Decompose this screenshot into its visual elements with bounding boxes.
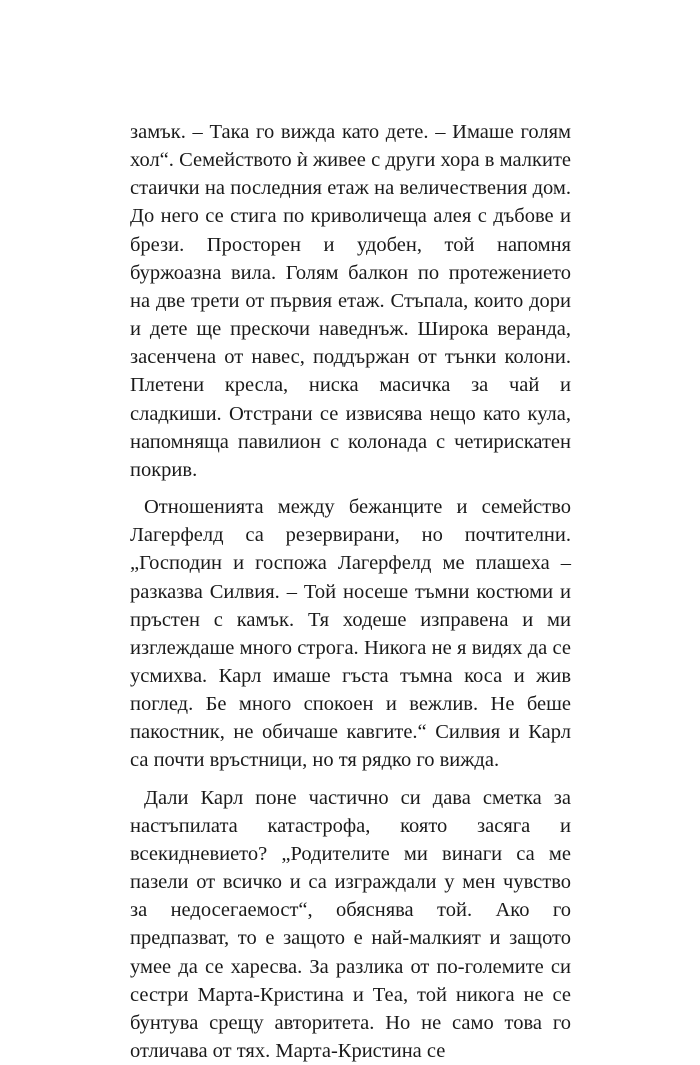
- paragraph-3: Дали Карл поне частично си дава сметка за настъпилата катастрофа, която засяга и всекидневието? „Родителите ми винаги са ме пазели от всичко и са изграждали у мен чувство за недосегаемост“, обяснява той. Ако го предпазват, то е защото е най-малкият и защото умее да се харесва. За разлика от по-големите си сестри Марта-Кристина и Теа, той никога не се бунтува срещу авторитета. Но не само това го отличава от тях. Марта-Кристина се: [130, 786, 571, 1062]
- body-text: [130, 118, 571, 1065]
- paragraph-1: замък. – Така го вижда като дете. – Имаше голям хол“. Семейството ѝ живее с други хора в малките стаички на последния етаж на величествения дом. До него се стига по криволичеща алея с дъбове и брези. Просторен и удобен, той напомня буржоазна вила. Голям балкон по протежението на две трети от първия етаж. Стъпала, които дори и дете ще прескочи наведнъж. Широка веранда, засенчена от навес, поддържан от тънки колони. Плетени кресла, ниска масичка за чай и сладкиши. Отстрани се извисява нещо като кула, напомняща павилион с колонада с четирискатен покрив.: [130, 121, 571, 481]
- paragraph-2: Отношенията между бежанците и семейство Лагерфелд са резервирани, но почтителни. „Господин и госпожа Лагерфелд ме плашеха – разказва Силвия. – Той носеше тъмни костюми и пръстен с камък. Тя ходеше изправена и ми изглеждаше много строга. Никога не я видях да се усмихва. Карл имаше гъста тъмна коса и жив поглед. Бе много спокоен и вежлив. Не беше пакостник, не обичаше кавгите.“ Силвия и Карл са почти връстници, но тя рядко го вижда.: [130, 496, 571, 772]
